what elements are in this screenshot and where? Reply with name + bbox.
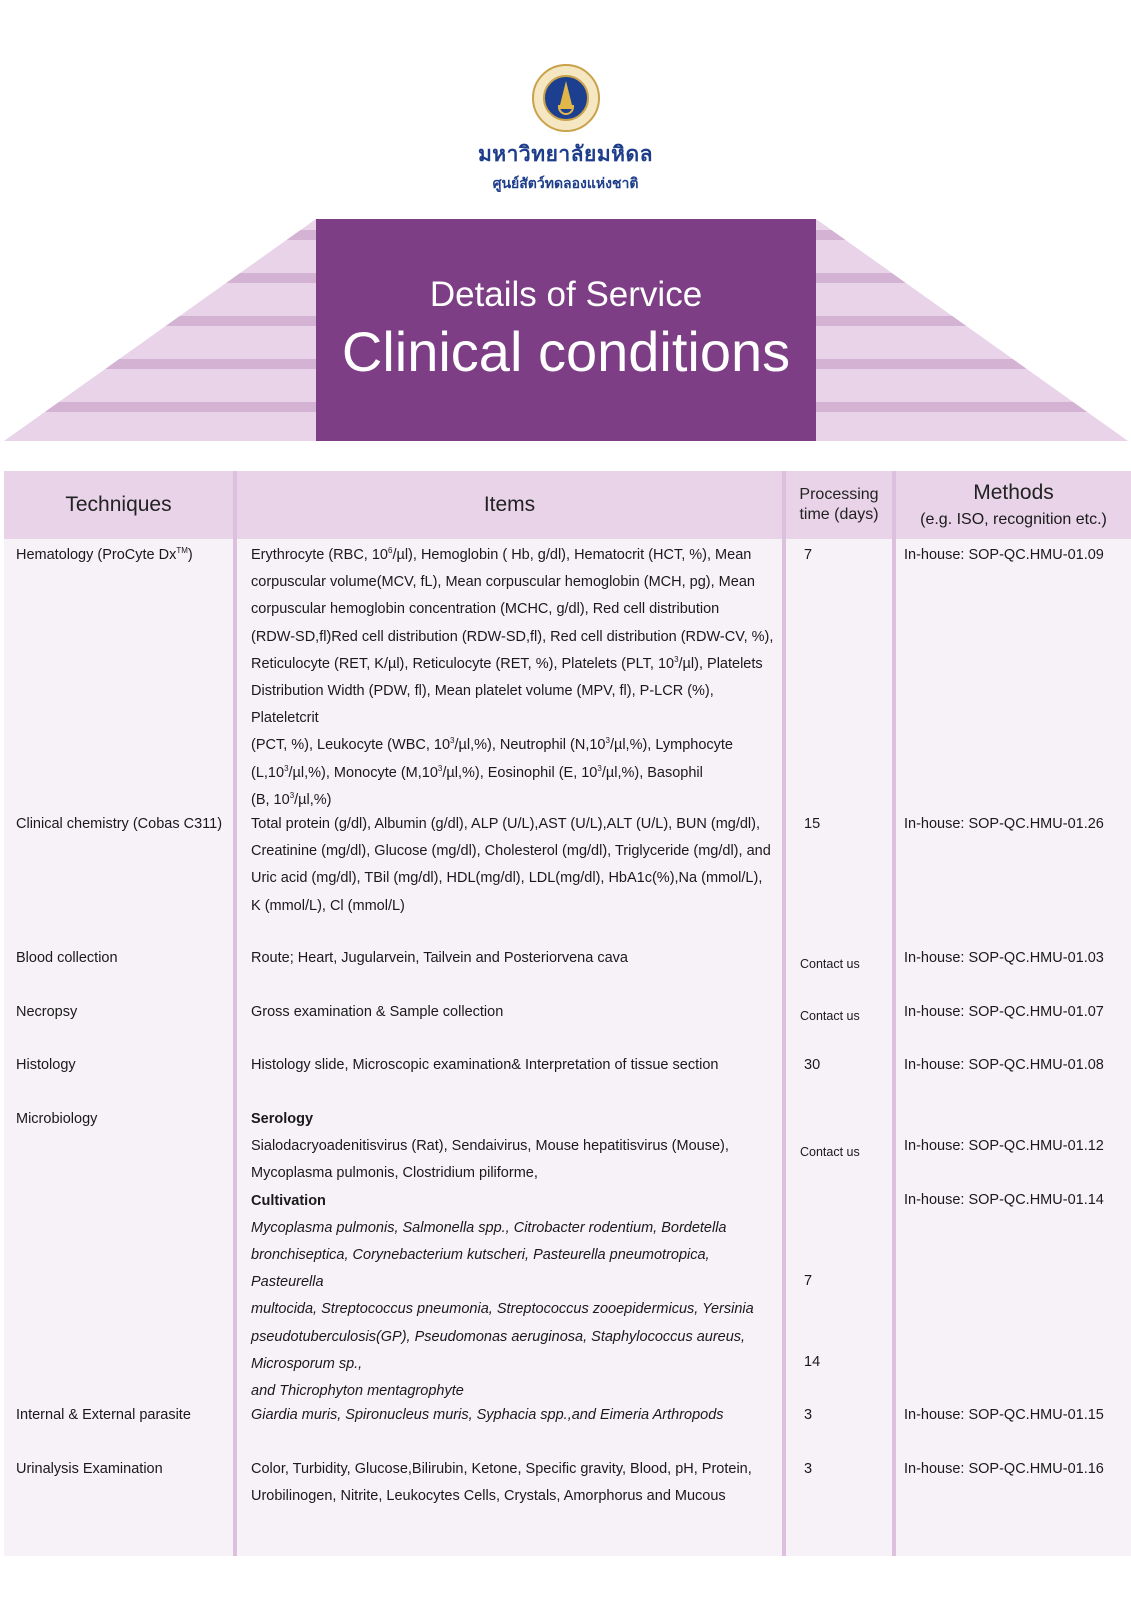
method-cell: In-house: SOP-QC.HMU-01.16	[904, 1461, 1104, 1477]
method-cell: In-house: SOP-QC.HMU-01.14	[904, 1192, 1104, 1208]
header-items: Items	[483, 493, 536, 516]
technique-cell: Hematology (ProCyte Dx™)	[16, 546, 193, 563]
cultivation-line: Mycoplasma pulmonis, Salmonella spp., Citrobacter rodentium, Bordetella	[251, 1219, 727, 1236]
header-methods: Methods (e.g. ISO, recognition etc.)	[920, 481, 1107, 528]
cultivation-heading: Cultivation	[251, 1192, 326, 1209]
cultivation-line: Microsporum sp.,	[251, 1355, 363, 1372]
items-line: (PCT, %), Leukocyte (WBC, $10^3/\mu l,\%$), Neutrophil $(N,10^3/\mu l,\%)$, Lymphocyte	[251, 736, 733, 754]
processing-time-cell: 3	[804, 1407, 813, 1423]
items-line: corpuscular hemoglobin concentration (MCHC, g/dl), Red cell distribution	[251, 601, 720, 618]
items-cell: Route; Heart, Jugularvein, Tailvein and Posteriorvena cava	[251, 950, 628, 966]
items-line: corpuscular volume(MCV, fL), Mean corpuscular hemoglobin (MCH, pg), Mean	[251, 574, 755, 591]
method-cell: In-house: SOP-QC.HMU-01.15	[904, 1407, 1104, 1423]
logo	[0, 64, 1131, 195]
items-cell	[251, 1106, 781, 1405]
technique-cell: Blood collection	[16, 950, 118, 966]
processing-time-cell: 14	[804, 1354, 821, 1370]
items-line: Total protein (g/dl), Albumin (g/dl), ALP (U/L),AST (U/L),ALT (U/L), BUN (mg/dl),	[251, 816, 761, 832]
items-line: $(L,10^3/\mu l,\%)$, Monocyte $(M,10^3/\mu l,\%)$, Eosinophil (E, $10^3/\mu l,\%$), Basophil	[251, 763, 703, 781]
items-line: Reticulocyte (RET, K/µl), Reticulocyte (RET, %), Platelets (PLT, $10^3/\mu l$), Platelets	[251, 654, 763, 672]
processing-time-cell: 15	[804, 816, 821, 832]
service-table	[4, 471, 1131, 1556]
banner-subtitle: Details of Service	[429, 275, 703, 314]
items-line: Erythrocyte (RBC, $10^6/\mu l$), Hemoglobin ( Hb, g/dl), Hematocrit (HCT, %), Mean	[251, 546, 752, 563]
items-cell: Histology slide, Microscopic examination& Interpretation of tissue section	[251, 1057, 719, 1073]
serology-line: Sialodacryoadenitisvirus (Rat), Sendaivirus, Mouse hepatitisvirus (Mouse),	[251, 1138, 729, 1155]
technique-cell: Clinical chemistry (Cobas C311)	[16, 816, 223, 832]
column-divider	[892, 471, 896, 1556]
technique-cell: Microbiology	[16, 1111, 98, 1127]
cultivation-line: bronchiseptica, Corynebacterium kutscheri, Pasteurella pneumotropica, Pasteurella	[251, 1247, 710, 1291]
method-cell: In-house: SOP-QC.HMU-01.03	[904, 950, 1104, 966]
cultivation-line: and Thicrophyton mentagrophyte	[251, 1383, 464, 1400]
items-line: Urobilinogen, Nitrite, Leukocytes Cells, Crystals, Amorphorus and Mucous	[251, 1488, 726, 1505]
serology-line: Mycoplasma pulmonis, Clostridium piliforme,	[251, 1165, 538, 1182]
processing-time-cell: 7	[804, 547, 813, 563]
items-cell: Gross examination & Sample collection	[251, 1004, 504, 1020]
banner-title-box	[316, 219, 816, 441]
technique-cell: Internal & External parasite	[16, 1407, 191, 1423]
title-banner	[0, 219, 1131, 441]
items-line: K (mmol/L), Cl (mmol/L)	[251, 897, 405, 914]
processing-time-cell: Contact us	[800, 1009, 860, 1023]
items-cell	[251, 1456, 781, 1510]
method-cell: In-house: SOP-QC.HMU-01.09	[904, 547, 1104, 563]
header-techniques: Techniques	[65, 493, 172, 516]
items-line: (RDW-SD,fl)Red cell distribution (RDW-SD,fl), Red cell distribution (RDW-CV, %),	[251, 628, 774, 645]
cultivation-line: pseudotuberculosis(GP), Pseudomonas aeruginosa, Staphylococcus aureus,	[251, 1328, 746, 1345]
items-line: Uric acid (mg/dl), TBil (mg/dl), HDL(mg/dl), LDL(mg/dl), HbA1c(%),Na (mmol/L),	[251, 870, 763, 887]
header-processing-time: Processing time (days)	[799, 486, 879, 523]
processing-time-cell: 30	[804, 1057, 821, 1073]
serology-heading: Serology	[251, 1111, 314, 1127]
unit-name: ศูนย์สัตว์ทดลองแห่งชาติ	[492, 175, 639, 191]
processing-time-cell: Contact us	[800, 957, 860, 971]
method-cell: In-house: SOP-QC.HMU-01.12	[904, 1138, 1104, 1154]
processing-time-cell: 7	[804, 1273, 813, 1289]
method-cell: In-house: SOP-QC.HMU-01.08	[904, 1057, 1104, 1073]
method-cell: In-house: SOP-QC.HMU-01.07	[904, 1004, 1104, 1020]
items-line: (B, $10^3/\mu l,\%$)	[251, 791, 332, 808]
banner-left-wing	[4, 219, 316, 441]
university-seal-icon	[532, 64, 600, 132]
items-line: Color, Turbidity, Glucose,Bilirubin, Ketone, Specific gravity, Blood, pH, Protein,	[251, 1461, 752, 1477]
processing-time-cell: Contact us	[800, 1145, 860, 1159]
processing-time-cell: 3	[804, 1461, 813, 1477]
items-cell: Giardia muris, Spironucleus muris, Syphacia spp.,and Eimeria Arthropods	[251, 1407, 724, 1423]
technique-cell: Urinalysis Examination	[16, 1461, 163, 1477]
items-line: Creatinine (mg/dl), Glucose (mg/dl), Cholesterol (mg/dl), Triglyceride (mg/dl), and	[251, 843, 771, 860]
items-cell	[251, 811, 781, 920]
cultivation-line: multocida, Streptococcus pneumonia, Streptococcus zooepidermicus, Yersinia	[251, 1301, 754, 1318]
method-cell: In-house: SOP-QC.HMU-01.26	[904, 816, 1104, 832]
university-name: มหาวิทยาลัยมหิดล	[477, 143, 654, 166]
banner-right-wing	[816, 219, 1128, 441]
column-divider	[782, 471, 786, 1556]
technique-cell: Histology	[16, 1057, 76, 1073]
items-line: Distribution Width (PDW, fl), Mean platelet volume (MPV, fl), P-LCR (%), Plateletcrit	[251, 683, 714, 727]
technique-cell: Necropsy	[16, 1004, 78, 1020]
banner-title: Clinical conditions	[341, 320, 791, 383]
items-cell	[251, 542, 781, 814]
